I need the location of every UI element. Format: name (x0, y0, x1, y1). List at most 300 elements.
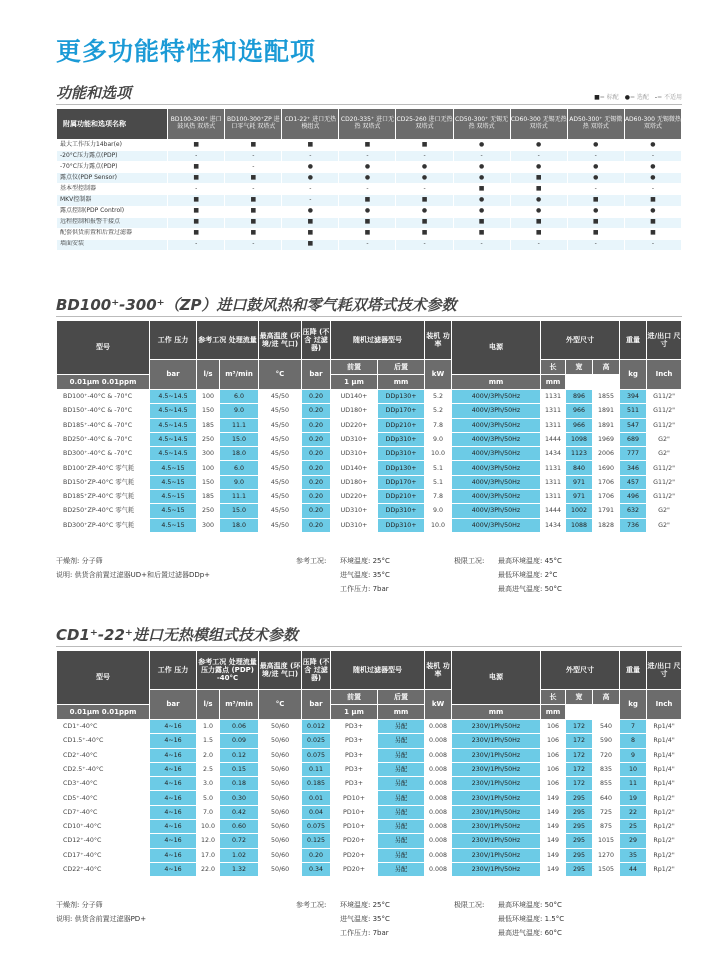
spec-cell: 45/50 (259, 447, 301, 460)
cd-limit-conditions (498, 898, 564, 940)
cd-ref-3: 工作压力: 7bar (340, 929, 389, 937)
bd-limit-label: 极限工况: (454, 557, 485, 565)
option-cell: ● (454, 173, 510, 183)
spec-cell: Rp1/2" (647, 820, 681, 833)
bd-unit-kw: kW (425, 360, 451, 389)
bd-header-row-2 (57, 360, 681, 374)
spec-cell: 4.5~14.5 (150, 419, 196, 432)
spec-cell: 295 (566, 863, 592, 876)
spec-cell: 0.01 (302, 791, 330, 804)
option-cell: ■ (511, 218, 567, 228)
spec-cell: DDp210+ (378, 490, 424, 503)
option-cell: ■ (625, 229, 681, 239)
option-cell: ● (625, 140, 681, 150)
spec-cell: 18.0 (220, 447, 258, 460)
spec-cell: 855 (593, 777, 619, 790)
bd-header-row-1 (57, 321, 681, 359)
spec-cell: 295 (566, 820, 592, 833)
options-column-header: CD50-300⁺ 无锡无热 双塔式 (454, 109, 510, 139)
option-cell: - (454, 151, 510, 161)
model-cell: BD250⁺ZP-40°C 零气耗 (57, 504, 149, 517)
spec-cell: 0.04 (302, 806, 330, 819)
spec-cell: 689 (620, 433, 646, 446)
spec-cell: 106 (541, 734, 565, 747)
spec-cell: 172 (566, 734, 592, 747)
option-cell: - (225, 240, 281, 250)
spec-cell: 3.0 (197, 777, 219, 790)
spec-cell: PD10+ (331, 806, 377, 819)
spec-cell: 149 (541, 806, 565, 819)
spec-cell: 1444 (541, 433, 565, 446)
spec-cell: G11/2" (647, 490, 681, 503)
bd-unit-c: °C (259, 360, 301, 389)
option-cell: ■ (568, 229, 624, 239)
spec-cell: 4~16 (150, 863, 196, 876)
table-row (57, 734, 681, 747)
spec-cell: 18.0 (220, 519, 258, 532)
options-column-header: AD60-300 无锡微热 双塔式 (625, 109, 681, 139)
model-cell: CD7⁺-40°C (57, 806, 149, 819)
option-cell: ● (454, 140, 510, 150)
legend-optional: ●= 选配 (624, 94, 649, 101)
spec-cell: 0.008 (425, 734, 451, 747)
spec-cell: UD220+ (331, 419, 377, 432)
bd-unit-mm3: mm (541, 375, 565, 389)
cd-limit-label: 极限工况: (454, 901, 485, 909)
cd-limit-1: 最高环境温度: 50°C (498, 901, 562, 909)
bd-ref-conditions (340, 554, 390, 596)
spec-cell: PD3+ (331, 720, 377, 733)
spec-cell: 另配 (378, 863, 424, 876)
spec-cell: 0.20 (302, 490, 330, 503)
model-cell: BD250⁺-40°C & -70°C (57, 433, 149, 446)
spec-cell: 1270 (593, 849, 619, 862)
table-row (57, 504, 681, 517)
spec-cell: 10.0 (425, 447, 451, 460)
spec-cell: 0.72 (220, 834, 258, 847)
spec-cell: DDp310+ (378, 504, 424, 517)
options-column-header: CD60-300 无锡无热 双塔式 (511, 109, 567, 139)
option-cell: ■ (168, 195, 224, 205)
model-cell: CD2⁺-40°C (57, 749, 149, 762)
spec-cell: 另配 (378, 791, 424, 804)
spec-cell: 50/60 (259, 777, 301, 790)
spec-cell: 另配 (378, 763, 424, 776)
spec-cell: 1311 (541, 490, 565, 503)
option-cell: ■ (225, 229, 281, 239)
bd-header-dim-w: 宽 (566, 360, 592, 374)
option-cell: ■ (282, 240, 338, 250)
spec-cell: 9.0 (425, 433, 451, 446)
option-name: 配套供货前置和后置过滤器 (57, 229, 167, 239)
model-cell: CD5⁺-40°C (57, 791, 149, 804)
spec-cell: 394 (620, 390, 646, 403)
spec-cell: 1891 (593, 419, 619, 432)
bd-limit-3: 最高进气温度: 50°C (498, 585, 562, 593)
table-row (57, 791, 681, 804)
spec-cell: 1015 (593, 834, 619, 847)
spec-cell: 4~16 (150, 777, 196, 790)
spec-cell: 10.0 (425, 519, 451, 532)
model-cell: BD100⁺-40°C & -70°C (57, 390, 149, 403)
bd-header-io: 进/出口 尺寸 (647, 321, 681, 359)
bd-header-post-spec: 1 μm (331, 375, 377, 389)
bd-section-title: BD100⁺-300⁺（ZP）进口鼓风热和零气耗双塔式技术参数 (56, 296, 457, 314)
spec-cell: 150 (197, 476, 219, 489)
spec-cell: 5.1 (425, 461, 451, 474)
spec-cell: 4~16 (150, 834, 196, 847)
spec-cell: 10.0 (197, 820, 219, 833)
spec-cell: 400V/3Ph/50Hz (452, 504, 540, 517)
spec-cell: 15.0 (220, 504, 258, 517)
option-cell: - (625, 151, 681, 161)
cd-header-dim-h: 高 (593, 690, 619, 704)
spec-cell: 250 (197, 433, 219, 446)
table-row (57, 229, 681, 239)
spec-cell: 230V/1Ph/50Hz (452, 720, 540, 733)
spec-cell: 7.8 (425, 419, 451, 432)
spec-cell: PD3+ (331, 734, 377, 747)
cd-ref-1: 环境温度: 25°C (340, 901, 390, 909)
spec-cell: 590 (593, 734, 619, 747)
option-cell: - (625, 240, 681, 250)
spec-cell: 0.008 (425, 834, 451, 847)
spec-cell: G2" (647, 504, 681, 517)
spec-cell: 4.5~14.5 (150, 404, 196, 417)
spec-cell: 50/60 (259, 820, 301, 833)
option-cell: - (282, 184, 338, 194)
cd-limit-3: 最高进气温度: 60°C (498, 929, 562, 937)
spec-cell: 400V/3Ph/50Hz (452, 390, 540, 403)
cd-header-dim-l: 长 (541, 690, 565, 704)
bd-desiccant: 干燥剂: 分子筛 (56, 557, 103, 565)
spec-cell: 另配 (378, 849, 424, 862)
cd-header-dims: 外型尺寸 (541, 651, 619, 689)
option-cell: ● (396, 173, 452, 183)
option-cell: ■ (282, 229, 338, 239)
bd-header-temp: 最高温度 (环境/进 气口) (259, 321, 301, 359)
spec-cell: 6.0 (220, 390, 258, 403)
spec-cell: DDp210+ (378, 419, 424, 432)
spec-cell: 22 (620, 806, 646, 819)
spec-cell: 另配 (378, 806, 424, 819)
spec-cell: 2.5 (197, 763, 219, 776)
cd-unit-mm3: mm (541, 705, 565, 719)
spec-cell: Rp1/4" (647, 763, 681, 776)
option-cell: - (168, 240, 224, 250)
spec-cell: 725 (593, 806, 619, 819)
spec-cell: 9.0 (220, 476, 258, 489)
spec-cell: 400V/3Ph/50Hz (452, 490, 540, 503)
cd-header-row-1 (57, 651, 681, 689)
spec-cell: 0.008 (425, 806, 451, 819)
spec-cell: 45/50 (259, 404, 301, 417)
option-cell: ■ (511, 173, 567, 183)
spec-cell: 10 (620, 763, 646, 776)
spec-cell: Rp1/4" (647, 749, 681, 762)
spec-cell: 1855 (593, 390, 619, 403)
bd-unit-bar2: bar (302, 360, 330, 389)
spec-cell: 230V/1Ph/50Hz (452, 820, 540, 833)
option-cell: ● (396, 162, 452, 172)
option-cell: ● (511, 140, 567, 150)
spec-cell: 149 (541, 863, 565, 876)
spec-cell: 0.008 (425, 777, 451, 790)
spec-cell: 230V/1Ph/50Hz (452, 791, 540, 804)
spec-cell: 1505 (593, 863, 619, 876)
spec-cell: 0.15 (220, 763, 258, 776)
spec-cell: 540 (593, 720, 619, 733)
spec-cell: 9.0 (220, 404, 258, 417)
spec-cell: 1434 (541, 447, 565, 460)
spec-cell: 400V/3Ph/50Hz (452, 404, 540, 417)
spec-cell: 25 (620, 820, 646, 833)
cd-supply-note: 说明: 供货含前置过滤器PD+ (56, 915, 147, 923)
spec-cell: UD220+ (331, 490, 377, 503)
spec-cell: 0.20 (302, 390, 330, 403)
spec-cell: 0.125 (302, 834, 330, 847)
cd-unit-m3: m³/min (220, 690, 258, 719)
option-cell: - (225, 184, 281, 194)
spec-cell: 106 (541, 763, 565, 776)
spec-cell: 0.20 (302, 849, 330, 862)
options-column-header: CD20-335⁺ 进口无热 双塔式 (339, 109, 395, 139)
spec-cell: PD3+ (331, 777, 377, 790)
table-row (57, 720, 681, 733)
spec-cell: G11/2" (647, 476, 681, 489)
spec-cell: 172 (566, 749, 592, 762)
spec-cell: 0.11 (302, 763, 330, 776)
bd-header-filters: 随机过滤器型号 (331, 321, 424, 359)
spec-cell: 0.34 (302, 863, 330, 876)
spec-cell: 35 (620, 849, 646, 862)
spec-cell: 1311 (541, 476, 565, 489)
option-cell: ● (568, 162, 624, 172)
spec-cell: 106 (541, 749, 565, 762)
spec-cell: 0.075 (302, 749, 330, 762)
spec-cell: 150 (197, 404, 219, 417)
option-cell: ■ (339, 218, 395, 228)
spec-cell: 172 (566, 777, 592, 790)
option-cell: ● (511, 162, 567, 172)
model-cell: CD3⁺-40°C (57, 777, 149, 790)
option-cell: ■ (396, 140, 452, 150)
option-cell: - (511, 151, 567, 161)
bd-ref-2: 进气温度: 35°C (340, 571, 390, 579)
option-cell: - (454, 240, 510, 250)
option-cell: ■ (168, 162, 224, 172)
spec-cell: 971 (566, 476, 592, 489)
model-cell: CD22⁺-40°C (57, 863, 149, 876)
option-cell: ■ (168, 207, 224, 217)
table-row (57, 162, 681, 172)
spec-cell: 7.8 (425, 490, 451, 503)
cd-header-weight: 重量 (620, 651, 646, 689)
bd-header-dims: 外型尺寸 (541, 321, 619, 359)
option-name: -20°C压力露点(PDP) (57, 151, 167, 161)
spec-cell: 4.5~15 (150, 490, 196, 503)
spec-cell: 1.0 (197, 720, 219, 733)
spec-cell: 1434 (541, 519, 565, 532)
option-name: 最大工作压力14bar(e) (57, 140, 167, 150)
bd-header-supply: 电源 (452, 321, 540, 374)
spec-cell: 0.20 (302, 447, 330, 460)
spec-cell: 400V/3Ph/50Hz (452, 461, 540, 474)
spec-cell: Rp1/2" (647, 863, 681, 876)
cd-unit-bar2: bar (302, 690, 330, 719)
options-column-header: CD25-260 进口无热 双塔式 (396, 109, 452, 139)
spec-cell: 0.20 (302, 419, 330, 432)
option-cell: - (568, 151, 624, 161)
spec-cell: 4~16 (150, 806, 196, 819)
spec-cell: 1131 (541, 390, 565, 403)
cd-header-temp: 最高温度 (环境/进 气口) (259, 651, 301, 689)
spec-cell: 400V/3Ph/50Hz (452, 519, 540, 532)
spec-cell: 2006 (593, 447, 619, 460)
option-cell: ■ (339, 229, 395, 239)
spec-cell: 736 (620, 519, 646, 532)
spec-cell: 1131 (541, 461, 565, 474)
spec-cell: 230V/1Ph/50Hz (452, 749, 540, 762)
spec-cell: PD20+ (331, 849, 377, 862)
spec-cell: 1.5 (197, 734, 219, 747)
spec-cell: 0.06 (220, 720, 258, 733)
spec-cell: 149 (541, 820, 565, 833)
spec-cell: PD3+ (331, 763, 377, 776)
spec-cell: 640 (593, 791, 619, 804)
spec-cell: 44 (620, 863, 646, 876)
option-cell: ■ (396, 218, 452, 228)
spec-cell: 149 (541, 791, 565, 804)
table-row (57, 419, 681, 432)
spec-cell: 50/60 (259, 734, 301, 747)
option-name: 远程控制和报警干接点 (57, 218, 167, 228)
spec-cell: 1098 (566, 433, 592, 446)
option-cell: ● (511, 195, 567, 205)
bd-notes-left (56, 554, 210, 582)
spec-cell: UD180+ (331, 476, 377, 489)
table-row (57, 806, 681, 819)
model-cell: BD150⁺ZP-40°C 零气耗 (57, 476, 149, 489)
model-cell: BD100⁺ZP-40°C 零气耗 (57, 461, 149, 474)
bd-ref-label: 参考工况: (296, 557, 327, 565)
option-cell: ● (282, 173, 338, 183)
model-cell: CD2.5⁺-40°C (57, 763, 149, 776)
spec-cell: 4.5~15 (150, 476, 196, 489)
spec-cell: 4.5~15 (150, 461, 196, 474)
spec-cell: 0.012 (302, 720, 330, 733)
spec-cell: 0.12 (220, 749, 258, 762)
page-title: 更多功能特性和选配项 (56, 37, 317, 66)
cd-header-row-2 (57, 690, 681, 704)
options-column-header: CD1-22⁺ 进口无热 模组式 (282, 109, 338, 139)
spec-cell: 另配 (378, 720, 424, 733)
spec-cell: PD20+ (331, 834, 377, 847)
spec-cell: 0.20 (302, 433, 330, 446)
spec-cell: 12.0 (197, 834, 219, 847)
option-cell: ■ (225, 195, 281, 205)
cd-unit-mm2: mm (452, 705, 540, 719)
spec-cell: 1791 (593, 504, 619, 517)
spec-cell: 0.075 (302, 820, 330, 833)
bd-header-dim-l: 长 (541, 360, 565, 374)
spec-cell: G2" (647, 447, 681, 460)
spec-cell: 50/60 (259, 763, 301, 776)
spec-cell: DDp130+ (378, 461, 424, 474)
cd-unit-mm1: mm (378, 705, 424, 719)
bd-unit-bar: bar (150, 360, 196, 389)
spec-cell: Rp1/4" (647, 734, 681, 747)
option-cell: ■ (225, 207, 281, 217)
legend (594, 92, 682, 101)
bd-spec-table (56, 320, 682, 533)
spec-cell: 4~16 (150, 849, 196, 862)
option-cell: - (396, 184, 452, 194)
spec-cell: 0.008 (425, 820, 451, 833)
cd-header-pre-spec: 0.01μm 0.01ppm (57, 705, 149, 719)
cd-header-flow: 参考工况 处理流量 压力露点 (PDP) -40°C (197, 651, 258, 689)
spec-cell: 0.18 (220, 777, 258, 790)
options-header-row (57, 109, 681, 139)
option-cell: - (282, 151, 338, 161)
spec-cell: 295 (566, 834, 592, 847)
spec-cell: 9.0 (425, 504, 451, 517)
bd-header-post: 后置 (378, 360, 424, 374)
spec-cell: 230V/1Ph/50Hz (452, 849, 540, 862)
table-row (57, 404, 681, 417)
divider (56, 316, 682, 317)
spec-cell: 45/50 (259, 461, 301, 474)
spec-cell: 1123 (566, 447, 592, 460)
option-cell: ■ (339, 140, 395, 150)
cd-header-filters: 随机过滤器型号 (331, 651, 424, 689)
spec-cell: 8 (620, 734, 646, 747)
options-body (57, 140, 681, 250)
options-section-title: 功能和选项 (56, 84, 132, 102)
option-cell: ■ (625, 218, 681, 228)
cd-ref-conditions (340, 898, 390, 940)
spec-cell: 777 (620, 447, 646, 460)
spec-cell: 840 (566, 461, 592, 474)
bd-unit-inch: Inch (647, 360, 681, 389)
spec-cell: 2.0 (197, 749, 219, 762)
option-cell: ● (339, 162, 395, 172)
option-cell: - (225, 151, 281, 161)
bd-header-pressure: 工作 压力 (150, 321, 196, 359)
spec-cell: 0.30 (220, 791, 258, 804)
spec-cell: 835 (593, 763, 619, 776)
table-row (57, 447, 681, 460)
spec-cell: 100 (197, 461, 219, 474)
option-cell: ● (568, 173, 624, 183)
option-cell: ■ (225, 173, 281, 183)
cd-unit-bar: bar (150, 690, 196, 719)
option-cell: ■ (454, 229, 510, 239)
option-cell: ■ (625, 195, 681, 205)
option-cell: ■ (568, 195, 624, 205)
option-name: 基本型控制器 (57, 184, 167, 194)
option-cell: ■ (339, 195, 395, 205)
spec-cell: 1690 (593, 461, 619, 474)
spec-cell: 45/50 (259, 390, 301, 403)
table-row (57, 519, 681, 532)
spec-cell: UD180+ (331, 404, 377, 417)
table-row (57, 390, 681, 403)
spec-cell: 11.1 (220, 490, 258, 503)
spec-cell: 4~16 (150, 763, 196, 776)
spec-cell: 230V/1Ph/50Hz (452, 734, 540, 747)
table-row (57, 820, 681, 833)
